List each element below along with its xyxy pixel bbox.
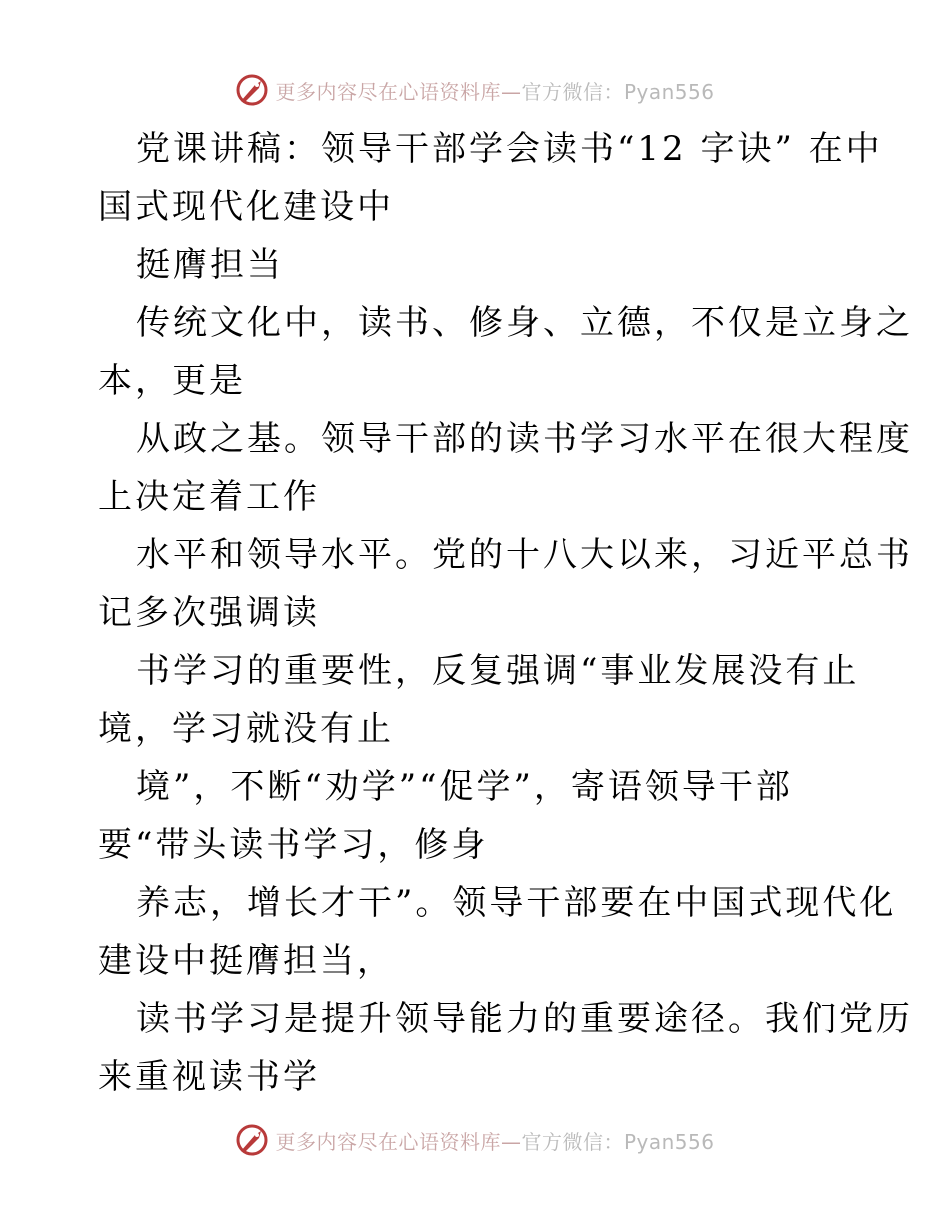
- watermark-text: [275, 1126, 714, 1155]
- text-line: 本，更是: [98, 361, 246, 401]
- watermark-wechat-text: 官方微信：Pyan556: [521, 1129, 715, 1154]
- pen-nib-circle-icon: [235, 73, 269, 107]
- text-line: 建设中挺膺担当，: [98, 941, 394, 981]
- text-line: 水平和领导水平。党的十八大以来，习近平总书: [136, 535, 913, 575]
- text-line: 境，学习就没有止: [98, 709, 394, 749]
- document-body: [98, 120, 913, 1106]
- text-line: 养志，增长才干”。领导干部要在中国式现代化: [136, 883, 897, 923]
- pen-nib-circle-icon: [235, 1123, 269, 1157]
- watermark-text: [275, 76, 714, 105]
- text-line: 挺膺担当: [136, 245, 284, 285]
- text-line: 从政之基。领导干部的读书学习水平在很大程度: [136, 419, 913, 459]
- watermark-dash: —: [500, 1129, 522, 1154]
- footer-watermark: [0, 1120, 950, 1160]
- text-line: 境”，不断“劝学”“促学”，寄语领导干部: [136, 767, 793, 807]
- text-line: 要“带头读书学习，修身: [98, 825, 489, 865]
- header-watermark: [0, 70, 950, 110]
- text-line: 传统文化中，读书、修身、立德，不仅是立身之: [136, 303, 913, 343]
- text-line: 来重视读书学: [98, 1057, 320, 1097]
- text-line: 书学习的重要性，反复强调“事业发展没有止: [136, 651, 860, 691]
- text-line: 上决定着工作: [98, 477, 320, 517]
- watermark-site-text: 更多内容尽在心语资料库: [275, 79, 501, 104]
- text-line: 国式现代化建设中: [98, 187, 394, 227]
- watermark-dash: —: [500, 79, 522, 104]
- text-line: 读书学习是提升领导能力的重要途径。我们党历: [136, 999, 913, 1039]
- watermark-site-text: 更多内容尽在心语资料库: [275, 1129, 501, 1154]
- text-line: 记多次强调读: [98, 593, 320, 633]
- text-line: 党课讲稿：领导干部学会读书“12 字诀” 在中: [136, 129, 883, 169]
- watermark-wechat-text: 官方微信：Pyan556: [521, 79, 715, 104]
